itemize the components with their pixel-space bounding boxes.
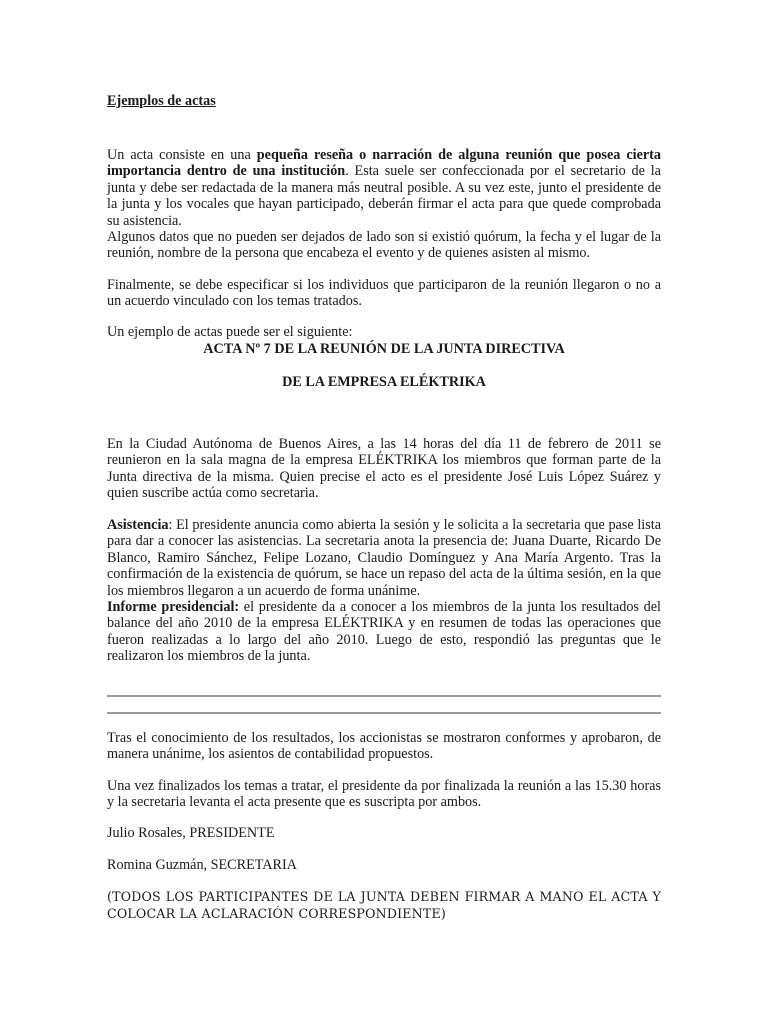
firma-presidente: Julio Rosales, PRESIDENTE xyxy=(107,825,275,841)
resultados-paragraph: Tras el conocimiento de los resultados, los accionistas se mostraron conformes y aprobaron, de manera unánime, los asientos de contabilidad propuestos. xyxy=(107,730,661,763)
intro-text: Un acta consiste en una xyxy=(107,147,257,163)
intro-bold-text: pequeña reseña o narración de alguna reunión que posea cierta importancia dentro de una institución xyxy=(107,147,661,180)
acta-opening-paragraph: En la Ciudad Autónoma de Buenos Aires, a las 14 horas del día 11 de febrero de 2011 se reunieron en la sala magna de la empresa ELÉKTRIKA los miembros que forman parte de la Junta directiva de la misma. Quien precise el acto es el presidente José Luis López Suárez y quien suscribe actúa como secretaria. xyxy=(107,436,661,502)
document-title: Ejemplos de actas xyxy=(107,93,216,109)
informe-text: el presidente da a conocer a los miembros de la junta los resultados del balance del año 2010 de la empresa ELÉKTRIKA y en resumen de todas las operaciones que fueron realizadas a lo largo del año 2010. Luego de esto, respondió las preguntas que le realizaron los miembros de la junta. xyxy=(107,599,661,665)
intro-paragraph-2: Algunos datos que no pueden ser dejados de lado son si existió quórum, la fecha y el lugar de la reunión, nombre de la persona que encabeza el evento y de quienes asisten al mismo. xyxy=(107,229,661,262)
asistencia-label: Asistencia xyxy=(107,517,169,533)
intro-text-continued: . Esta suele ser confeccionada por el secretario de la junta y debe ser redactada de la manera más neutral posible. A su vez este, junto el presidente de la junta y los vocales que hayan participado, deberán firmar el acta para que quede comprobada su asistencia. xyxy=(107,163,661,229)
acta-heading-2: DE LA EMPRESA ELÉKTRIKA xyxy=(282,374,486,390)
acta-heading-1: ACTA Nº 7 DE LA REUNIÓN DE LA JUNTA DIRECTIVA xyxy=(203,341,565,357)
cierre-paragraph: Una vez finalizados los temas a tratar, el presidente da por finalizada la reunión a las 15.30 horas y la secretaria levanta el acta presente que es suscripta por ambos. xyxy=(107,778,661,811)
informe-label: Informe presidencial: xyxy=(107,599,240,615)
asistencia-paragraph xyxy=(107,517,661,599)
intro-paragraph-4: Un ejemplo de actas puede ser el siguiente: xyxy=(107,324,353,340)
divider-line xyxy=(107,695,661,697)
divider-line xyxy=(107,712,661,714)
informe-paragraph xyxy=(107,599,661,665)
intro-paragraph-1 xyxy=(107,147,661,229)
asistencia-text: : El presidente anuncia como abierta la sesión y le solicita a la secretaria que pase lista para dar a conocer las asistencias. La secretaria anota la presencia de: Juana Duarte, Ricardo De Blanco, Ramiro Sánchez, Felipe Lozano, Claudio Domínguez y Ana María Argento. Tras la confirmación de la existencia de quórum, se hace un repaso del acta de la última sesión, en la que los miembros llegaron a un acuerdo de forma unánime. xyxy=(107,517,661,599)
firma-secretaria: Romina Guzmán, SECRETARIA xyxy=(107,857,297,873)
intro-paragraph-3: Finalmente, se debe especificar si los individuos que participaron de la reunión llegaron o no a un acuerdo vinculado con los temas tratados. xyxy=(107,277,661,310)
nota-firmas: (TODOS LOS PARTICIPANTES DE LA JUNTA DEBEN FIRMAR A MANO EL ACTA Y COLOCAR LA ACLARACIÓN CORRESPONDIENTE) xyxy=(107,889,661,921)
